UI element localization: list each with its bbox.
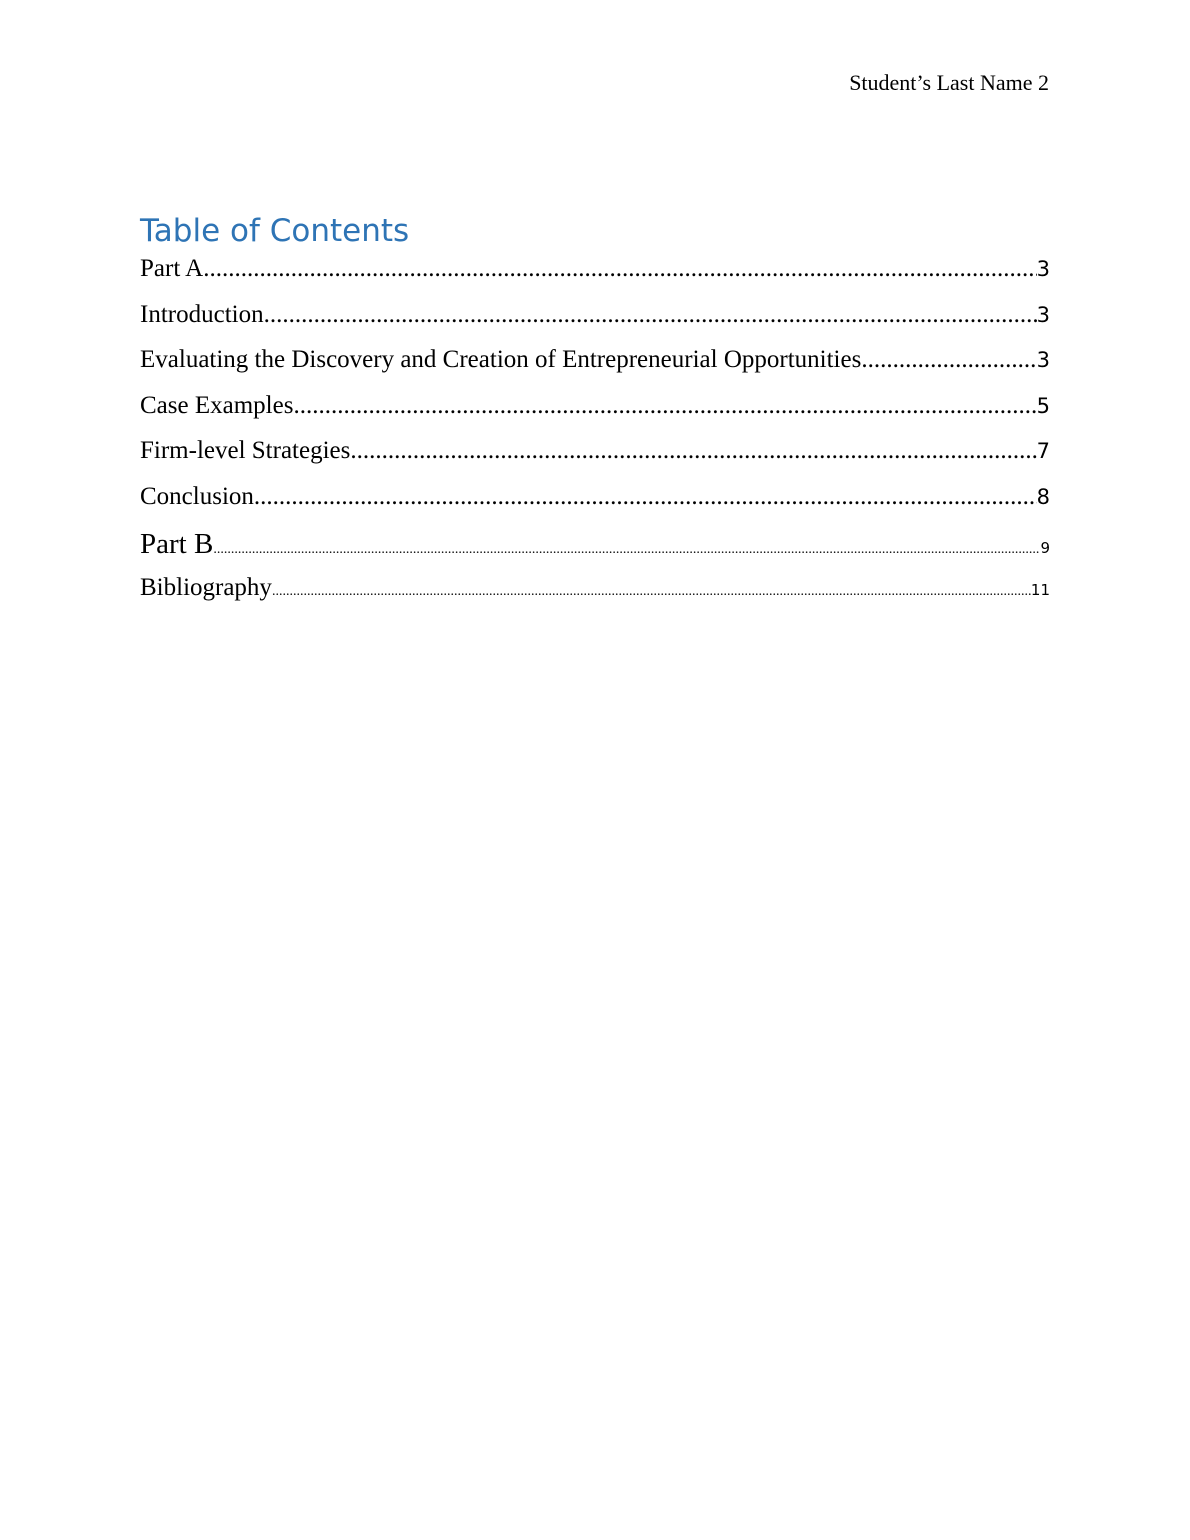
toc-page-number: 7 <box>1036 439 1050 463</box>
toc-entry-label: Conclusion <box>140 482 254 510</box>
toc-entry-label: Evaluating the Discovery and Creation of Entrepreneurial Opportunities <box>140 346 862 373</box>
toc-dot-leader <box>350 437 1036 465</box>
toc-page-number: 11 <box>1030 580 1050 599</box>
toc-entry-conclusion[interactable] <box>140 483 1050 529</box>
toc-entry-bibliography[interactable] <box>140 574 1050 620</box>
toc-entry-label: Part A <box>140 255 204 282</box>
toc-dot-leader <box>213 542 1040 558</box>
toc-dot-leader <box>293 392 1036 420</box>
toc-dot-leader <box>254 483 1037 511</box>
toc-dot-leader <box>203 255 1036 283</box>
toc-entry-label: Introduction <box>140 300 264 328</box>
toc-entry-label: Firm-level Strategies <box>140 437 351 464</box>
toc-entry-label: Bibliography <box>140 573 272 601</box>
toc-entry-part-a[interactable] <box>140 255 1050 301</box>
toc-entry-introduction[interactable] <box>140 301 1050 347</box>
toc-entry-evaluating[interactable] <box>140 346 1050 392</box>
toc-dot-leader <box>861 346 1036 374</box>
toc-page-number: 8 <box>1036 484 1050 509</box>
toc-entry-case-examples[interactable] <box>140 392 1050 438</box>
toc-entry-label: Part B <box>140 528 214 560</box>
toc-page-number: 3 <box>1036 302 1050 327</box>
toc-list <box>140 255 1050 619</box>
toc-page-number: 3 <box>1036 348 1050 372</box>
toc-page-number: 9 <box>1040 539 1050 557</box>
toc-entry-firm-level-strategies[interactable] <box>140 437 1050 483</box>
toc-entry-part-b[interactable] <box>140 528 1050 574</box>
toc-page-number: 3 <box>1036 257 1050 281</box>
running-header: Student’s Last Name 2 <box>849 70 1049 95</box>
toc-page-number: 5 <box>1036 393 1050 418</box>
toc-dot-leader <box>272 584 1031 600</box>
toc-entry-label: Case Examples <box>140 391 294 419</box>
toc-title: Table of Contents <box>140 213 410 249</box>
toc-dot-leader <box>264 301 1037 329</box>
